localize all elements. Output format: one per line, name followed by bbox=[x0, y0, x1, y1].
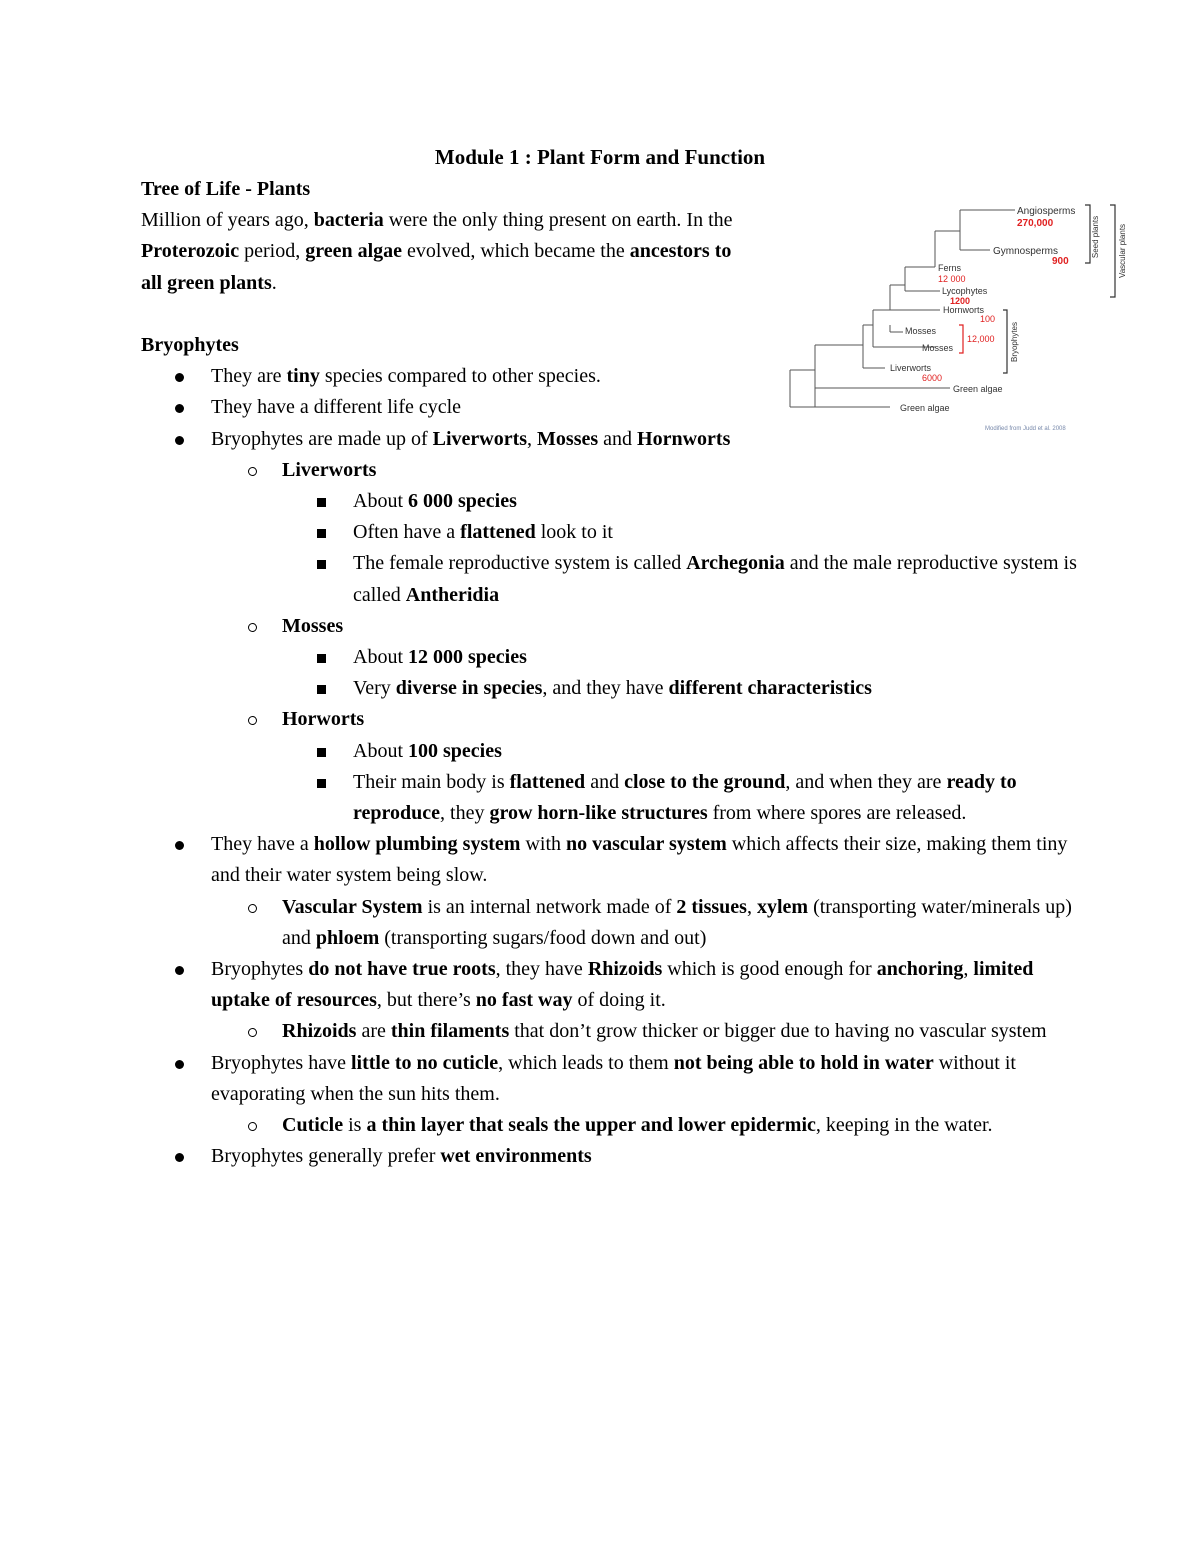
text: They have a different life cycle bbox=[211, 396, 462, 419]
list-item bbox=[141, 1048, 1081, 1142]
bullet-icon bbox=[175, 1060, 184, 1069]
text: About bbox=[353, 739, 408, 762]
text: Bryophytes have bbox=[211, 1051, 351, 1074]
list-item-text bbox=[211, 833, 1067, 886]
bold-text: Rhizoids bbox=[282, 1020, 357, 1043]
bullet-icon bbox=[175, 966, 184, 975]
bold-text: Proterozoic bbox=[141, 240, 240, 263]
vascular-plants-label: Vascular plants bbox=[1118, 223, 1127, 279]
text: , and they have bbox=[542, 677, 669, 700]
list-item-text bbox=[282, 896, 1072, 949]
bold-text: thin filaments bbox=[390, 1020, 510, 1043]
liverworts-count: 6000 bbox=[922, 373, 943, 383]
hornworts-label: Hornworts bbox=[943, 305, 985, 315]
text: They have a bbox=[211, 833, 314, 856]
bold-text: do not have true roots bbox=[308, 958, 496, 981]
list-item bbox=[211, 1110, 1081, 1141]
square-bullet-icon bbox=[317, 779, 326, 788]
bold-text: Archegonia bbox=[686, 552, 785, 575]
gymnosperms-count: 900 bbox=[1052, 256, 1069, 267]
text: species compared to other species. bbox=[319, 365, 601, 388]
text: look to it bbox=[535, 521, 613, 544]
text: , keeping in the water. bbox=[815, 1114, 993, 1137]
list-item bbox=[282, 736, 1081, 767]
angiosperms-count: 270,000 bbox=[1017, 218, 1054, 229]
sub-list bbox=[282, 642, 1081, 704]
bold-text: wet environments bbox=[440, 1145, 592, 1168]
list-item bbox=[211, 704, 1081, 829]
bold-text: limited uptake of resources bbox=[211, 958, 1034, 1012]
bold-text: flattened bbox=[460, 521, 536, 544]
text: of doing it. bbox=[572, 989, 666, 1012]
bold-text: no fast way bbox=[475, 989, 573, 1012]
list-item bbox=[282, 642, 1081, 673]
bullet-icon bbox=[175, 841, 184, 850]
bold-text: 12 000 species bbox=[408, 646, 527, 669]
intro-heading: Tree of Life - Plants bbox=[141, 178, 311, 200]
text: and bbox=[585, 770, 625, 793]
vascular-plants-bracket bbox=[1110, 205, 1115, 297]
bold-text: ancestors to all green plants bbox=[141, 240, 732, 294]
list-item bbox=[282, 548, 1081, 610]
circle-bullet-icon bbox=[248, 904, 257, 913]
bold-text: bacteria bbox=[313, 209, 384, 232]
list-item bbox=[211, 1016, 1081, 1047]
circle-bullet-icon bbox=[248, 1122, 257, 1131]
bold-text: Vascular System bbox=[282, 895, 423, 918]
bullet-list bbox=[141, 361, 1081, 1172]
bold-text: Mosses bbox=[537, 427, 599, 450]
bold-text: Liverworts bbox=[432, 427, 528, 450]
bryophytes-bracket bbox=[1003, 310, 1007, 373]
sub-list bbox=[282, 486, 1081, 611]
lycophytes-count: 1200 bbox=[950, 296, 971, 306]
sub-list bbox=[211, 1110, 1081, 1141]
bold-text: hollow plumbing system bbox=[313, 833, 521, 856]
text: , they bbox=[440, 802, 490, 825]
intro-paragraph bbox=[141, 205, 741, 299]
bold-text: ready to reproduce bbox=[353, 770, 1017, 825]
list-item bbox=[282, 767, 1081, 829]
bold-text: Hornworts bbox=[637, 427, 731, 450]
bold-text: Mosses bbox=[282, 614, 344, 637]
bullet-icon bbox=[175, 404, 184, 413]
circle-bullet-icon bbox=[248, 467, 257, 476]
sub-list bbox=[211, 892, 1081, 954]
list-item-text bbox=[282, 1114, 993, 1136]
list-item bbox=[282, 486, 1081, 517]
text: , which leads to them bbox=[498, 1051, 674, 1074]
text: Bryophytes are made up of bbox=[211, 427, 433, 450]
list-item bbox=[282, 673, 1081, 704]
list-item-text bbox=[282, 708, 364, 730]
list-item-text bbox=[211, 1052, 1016, 1105]
text: They are bbox=[211, 365, 287, 388]
text: Bryophytes bbox=[211, 958, 309, 981]
list-item bbox=[141, 829, 1081, 954]
bold-text: no vascular system bbox=[566, 833, 727, 856]
text: (transporting water/minerals up) and bbox=[282, 895, 1072, 949]
ferns-label: Ferns bbox=[938, 263, 962, 273]
list-item bbox=[211, 611, 1081, 705]
text: which is good enough for bbox=[662, 958, 877, 981]
page-title: Module 1 : Plant Form and Function bbox=[434, 145, 766, 169]
bold-text: Liverworts bbox=[282, 458, 377, 481]
list-item-text bbox=[282, 459, 376, 481]
seed-plants-label: Seed plants bbox=[1091, 215, 1100, 259]
text: that don’t grow thicker or bigger due to having no vascular system bbox=[509, 1020, 1047, 1043]
list-item-text bbox=[211, 396, 461, 418]
sub-list bbox=[211, 455, 1081, 829]
text: with bbox=[520, 833, 567, 856]
text: is an internal network made of bbox=[422, 895, 677, 918]
bold-text: grow horn-like structures bbox=[489, 802, 708, 825]
list-item-text bbox=[353, 740, 502, 762]
bold-text: green algae bbox=[305, 240, 403, 263]
text: which affects their size, making them tiny and their water system being slow. bbox=[211, 833, 1068, 887]
text: , bbox=[527, 427, 538, 450]
text: is bbox=[343, 1114, 367, 1137]
bold-text: a thin layer that seals the upper and lower epidermic bbox=[366, 1114, 816, 1137]
list-item bbox=[141, 954, 1081, 1048]
bryophytes-label: Bryophytes bbox=[1010, 321, 1019, 363]
phylogeny-figure bbox=[785, 195, 1155, 435]
text: from where spores are released. bbox=[707, 802, 967, 825]
text: without it evaporating when the sun hits them. bbox=[211, 1051, 1016, 1105]
circle-bullet-icon bbox=[248, 623, 257, 632]
green-algae-label-1: Green algae bbox=[953, 384, 1003, 394]
text: . bbox=[271, 271, 277, 294]
green-algae-label-2: Green algae bbox=[900, 403, 950, 413]
bold-text: Rhizoids bbox=[587, 958, 663, 981]
list-item-text bbox=[211, 1145, 592, 1167]
bold-text: 6 000 species bbox=[408, 490, 517, 513]
list-item-text bbox=[353, 552, 1077, 605]
bold-text: Cuticle bbox=[282, 1114, 344, 1137]
bold-text: flattened bbox=[509, 770, 586, 793]
ferns-count: 12 000 bbox=[938, 274, 966, 284]
mosses-count: 12,000 bbox=[967, 334, 995, 344]
bold-text: Horworts bbox=[282, 708, 365, 731]
text: Very bbox=[353, 677, 396, 700]
bold-text: tiny bbox=[286, 365, 320, 388]
text: , and when they are bbox=[785, 770, 947, 793]
square-bullet-icon bbox=[317, 529, 326, 538]
bold-text: little to no cuticle bbox=[350, 1051, 499, 1074]
bullet-icon bbox=[175, 1153, 184, 1162]
bullet-icon bbox=[175, 373, 184, 382]
mosses-label-1: Mosses bbox=[905, 326, 937, 336]
liverworts-label: Liverworts bbox=[890, 363, 932, 373]
bold-text: 100 species bbox=[408, 739, 502, 762]
text: and bbox=[598, 427, 638, 450]
text: , they have bbox=[495, 958, 588, 981]
bold-text: close to the ground bbox=[624, 770, 786, 793]
text: About bbox=[353, 646, 408, 669]
circle-bullet-icon bbox=[248, 1028, 257, 1037]
bold-text: Antheridia bbox=[405, 583, 500, 606]
hornworts-count: 100 bbox=[980, 314, 996, 324]
list-item-text bbox=[353, 490, 517, 512]
list-item-text bbox=[282, 1020, 1047, 1042]
bold-text: diverse in species bbox=[395, 677, 543, 700]
list-item bbox=[282, 517, 1081, 548]
angiosperms-label: Angiosperms bbox=[1017, 206, 1076, 217]
list-item bbox=[211, 892, 1081, 954]
sub-list bbox=[282, 736, 1081, 830]
text: The female reproductive system is called bbox=[353, 552, 687, 575]
text: About bbox=[353, 490, 408, 513]
circle-bullet-icon bbox=[248, 716, 257, 725]
list-item-text bbox=[282, 615, 343, 637]
list-item-text bbox=[353, 771, 1017, 824]
text: , bbox=[746, 895, 757, 918]
seed-plants-bracket bbox=[1085, 205, 1090, 263]
list-item-text bbox=[353, 521, 613, 543]
list-item bbox=[141, 1141, 1081, 1172]
list-item bbox=[211, 455, 1081, 611]
bryophytes-section bbox=[141, 330, 1081, 1172]
intro-section bbox=[141, 174, 741, 299]
square-bullet-icon bbox=[317, 685, 326, 694]
bold-text: phloem bbox=[315, 926, 380, 949]
bold-text: different characteristics bbox=[668, 677, 872, 700]
sub-list bbox=[211, 1016, 1081, 1047]
text: period, bbox=[239, 240, 306, 263]
gymnosperms-label: Gymnosperms bbox=[993, 246, 1059, 257]
bold-text: anchoring bbox=[876, 958, 964, 981]
bold-text: 2 tissues bbox=[676, 895, 747, 918]
list-item-text bbox=[353, 646, 527, 668]
bold-text: xylem bbox=[756, 895, 809, 918]
lycophytes-label: Lycophytes bbox=[942, 286, 988, 296]
square-bullet-icon bbox=[317, 748, 326, 757]
text: Million of years ago, bbox=[141, 209, 314, 232]
text: and the male reproductive system is called bbox=[353, 552, 1077, 606]
bullet-icon bbox=[175, 436, 184, 445]
list-item-text bbox=[211, 958, 1033, 1011]
square-bullet-icon bbox=[317, 560, 326, 569]
mosses-bracket bbox=[959, 325, 963, 353]
square-bullet-icon bbox=[317, 498, 326, 507]
mosses-label-2: Mosses bbox=[922, 343, 954, 353]
list-item-text bbox=[211, 428, 730, 450]
bold-text: not being able to hold in water bbox=[673, 1051, 934, 1074]
text: , but there’s bbox=[376, 989, 476, 1012]
list-item-text bbox=[353, 677, 872, 699]
text: Bryophytes generally prefer bbox=[211, 1145, 441, 1168]
text: evolved, which became the bbox=[402, 240, 630, 263]
text: (transporting sugars/food down and out) bbox=[379, 926, 707, 949]
figure-credit: Modified from Judd et al. 2008 bbox=[985, 426, 1066, 432]
list-item bbox=[141, 424, 1081, 830]
text: Often have a bbox=[353, 521, 461, 544]
section-heading: Bryophytes bbox=[141, 334, 239, 356]
text: Their main body is bbox=[353, 770, 510, 793]
text: are bbox=[356, 1020, 391, 1043]
text: were the only thing present on earth. In the bbox=[383, 209, 733, 232]
square-bullet-icon bbox=[317, 654, 326, 663]
list-item-text bbox=[211, 365, 601, 387]
text: , bbox=[963, 958, 974, 981]
